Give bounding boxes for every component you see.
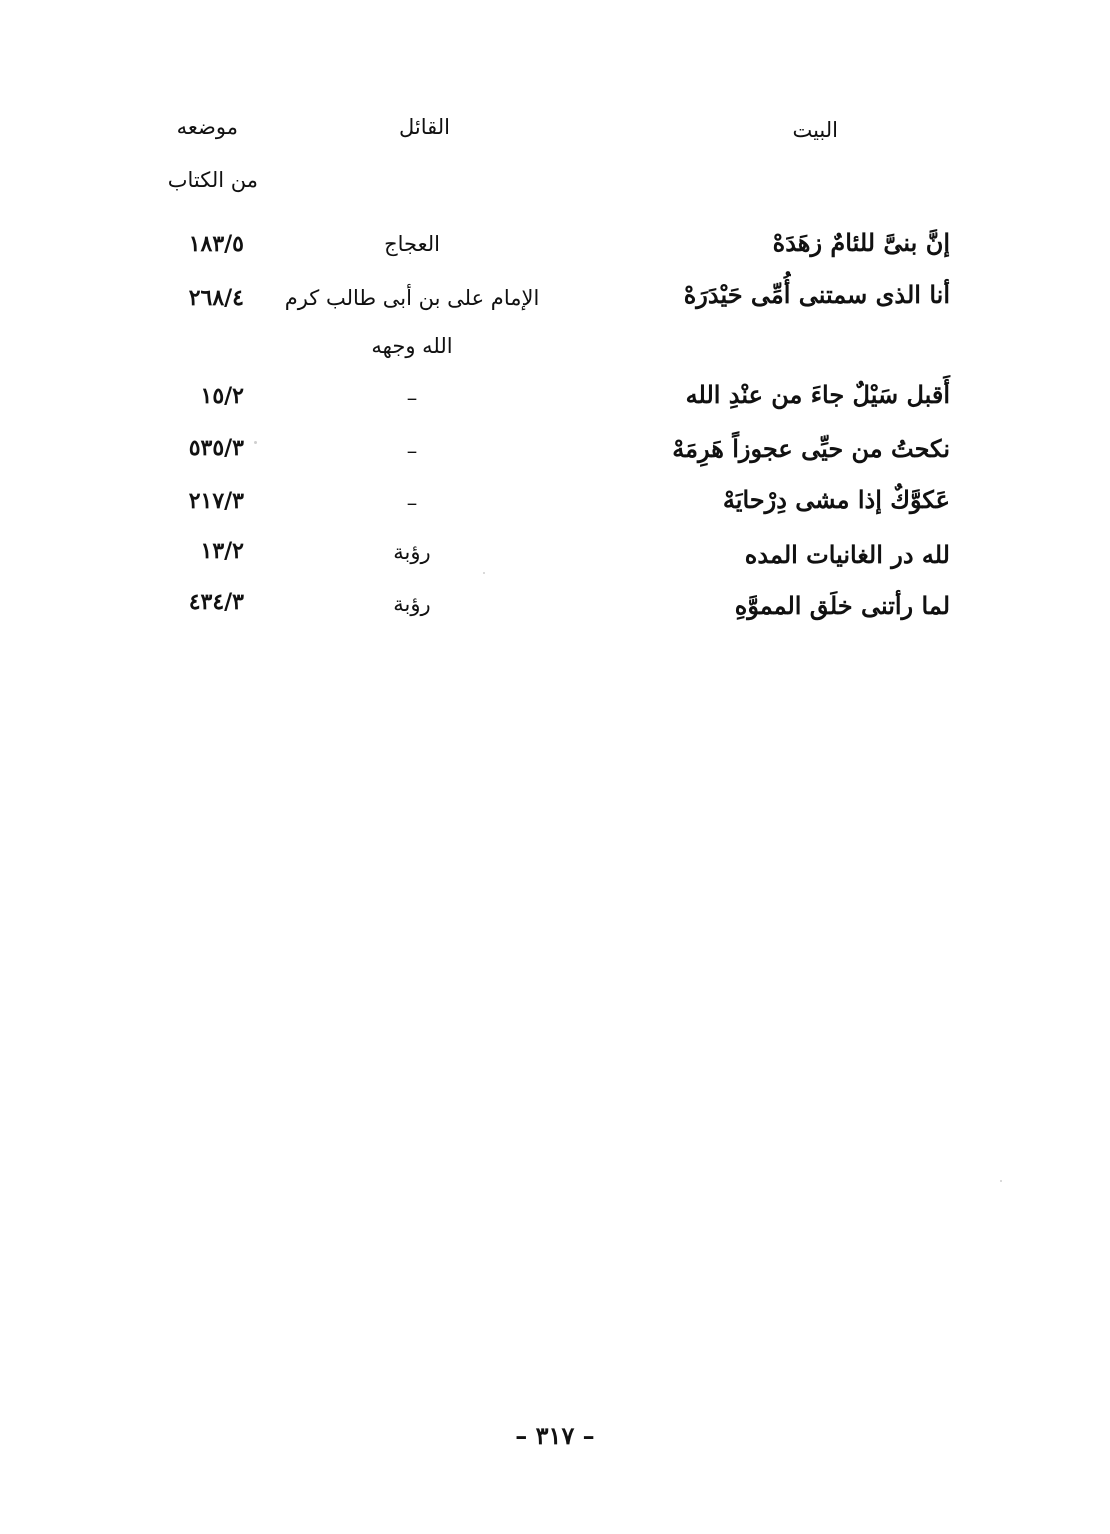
header-poet: القائل [398, 115, 450, 139]
book-location: ١٥/٢ [200, 383, 244, 409]
poet-name: الإمام على بن أبى طالب كرم [284, 286, 540, 310]
verse-text: نكحتُ من حيِّى عجوزاً هَرِمَهْ [672, 434, 950, 463]
verse-text: لله در الغانيات المده [744, 540, 950, 569]
poet-name: رؤبة [393, 540, 431, 564]
verse-text: إنَّ بنىَّ للئامٌ زهَدَهْ [772, 228, 950, 257]
header-verse: البيت [792, 118, 838, 142]
verse-text: لما رأتنى خلَق المموَّهِ [734, 591, 950, 620]
book-location: ١٣/٢ [200, 538, 244, 564]
header-location-line1: موضعه [176, 115, 238, 139]
page-number: – ٣١٧ – [515, 1421, 595, 1450]
book-location: ١٨٣/٥ [188, 231, 244, 257]
poet-name-continued: الله وجهه [371, 334, 453, 358]
verse-text: أنا الذى سمتنى أُمِّى حَيْدَرَهْ [683, 280, 950, 309]
book-location: ٥٣٥/٣ [188, 435, 244, 461]
poet-name: – [406, 439, 418, 463]
poet-name: رؤبة [393, 592, 431, 616]
verse-text: أَقبل سَيْلٌ جاءَ من عنْدِ الله [685, 380, 950, 409]
scan-speck [254, 441, 257, 444]
poet-name: – [406, 386, 418, 410]
header-location-line2: من الكتاب [167, 168, 258, 192]
poet-name: العجاج [384, 232, 440, 256]
book-location: ٢١٧/٣ [188, 488, 244, 514]
verse-text: عَكوَّكٌ إذا مشى دِرْحايَهْ [722, 485, 950, 514]
scan-speck [1000, 1180, 1002, 1182]
book-location: ٢٦٨/٤ [188, 285, 244, 311]
scan-speck [483, 572, 485, 574]
poet-name: – [406, 491, 418, 515]
book-location: ٤٣٤/٣ [188, 589, 244, 615]
